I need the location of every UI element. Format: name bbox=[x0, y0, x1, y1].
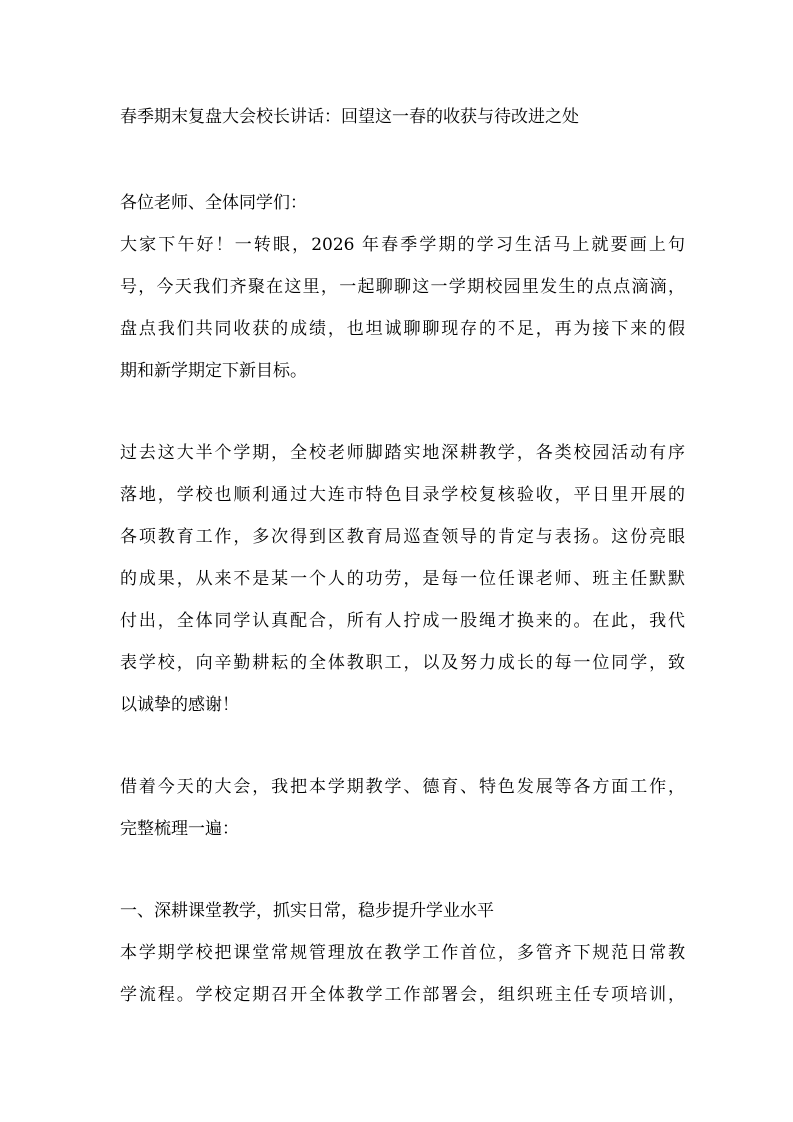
document-title: 春季期末复盘大会校长讲话：回望这一春的收获与待改进之处 bbox=[120, 107, 579, 127]
paragraph-4-line: 学流程。学校定期召开全体教学工作部署会，组织班主任专项培训， bbox=[120, 985, 685, 1005]
paragraph-2-line: 落地，学校也顺利通过大连市特色目录学校复核验收，平日里开展的 bbox=[120, 485, 685, 505]
paragraph-2-line: 以诚挚的感谢！ bbox=[120, 695, 239, 715]
paragraph-2-line: 付出，全体同学认真配合，所有人拧成一股绳才换来的。在此，我代 bbox=[120, 611, 685, 631]
paragraph-1-line: 大家下午好！一转眼，2026 年春季学期的学习生活马上就要画上句 bbox=[120, 235, 685, 255]
paragraph-1-line: 盘点我们共同收获的成绩，也坦诚聊聊现存的不足，再为接下来的假 bbox=[120, 319, 685, 339]
section-1-heading: 一、深耕课堂教学，抓实日常，稳步提升学业水平 bbox=[120, 901, 494, 921]
paragraph-2-line: 表学校，向辛勤耕耘的全体教职工，以及努力成长的每一位同学，致 bbox=[120, 653, 685, 673]
paragraph-3-line: 完整梳理一遍： bbox=[120, 819, 239, 839]
paragraph-1-line: 号，今天我们齐聚在这里，一起聊聊这一学期校园里发生的点点滴滴， bbox=[120, 277, 685, 297]
paragraph-4-line: 本学期学校把课堂常规管理放在教学工作首位，多管齐下规范日常教 bbox=[120, 943, 685, 963]
paragraph-3-line: 借着今天的大会，我把本学期教学、德育、特色发展等各方面工作， bbox=[120, 777, 685, 797]
paragraph-2-line: 的成果，从来不是某一个人的功劳，是每一位任课老师、班主任默默 bbox=[120, 569, 685, 589]
salutation: 各位老师、全体同学们： bbox=[120, 193, 307, 213]
paragraph-1-line: 期和新学期定下新目标。 bbox=[120, 361, 307, 381]
paragraph-2-line: 各项教育工作，多次得到区教育局巡查领导的肯定与表扬。这份亮眼 bbox=[120, 527, 685, 547]
paragraph-2-line: 过去这大半个学期，全校老师脚踏实地深耕教学，各类校园活动有序 bbox=[120, 443, 685, 463]
